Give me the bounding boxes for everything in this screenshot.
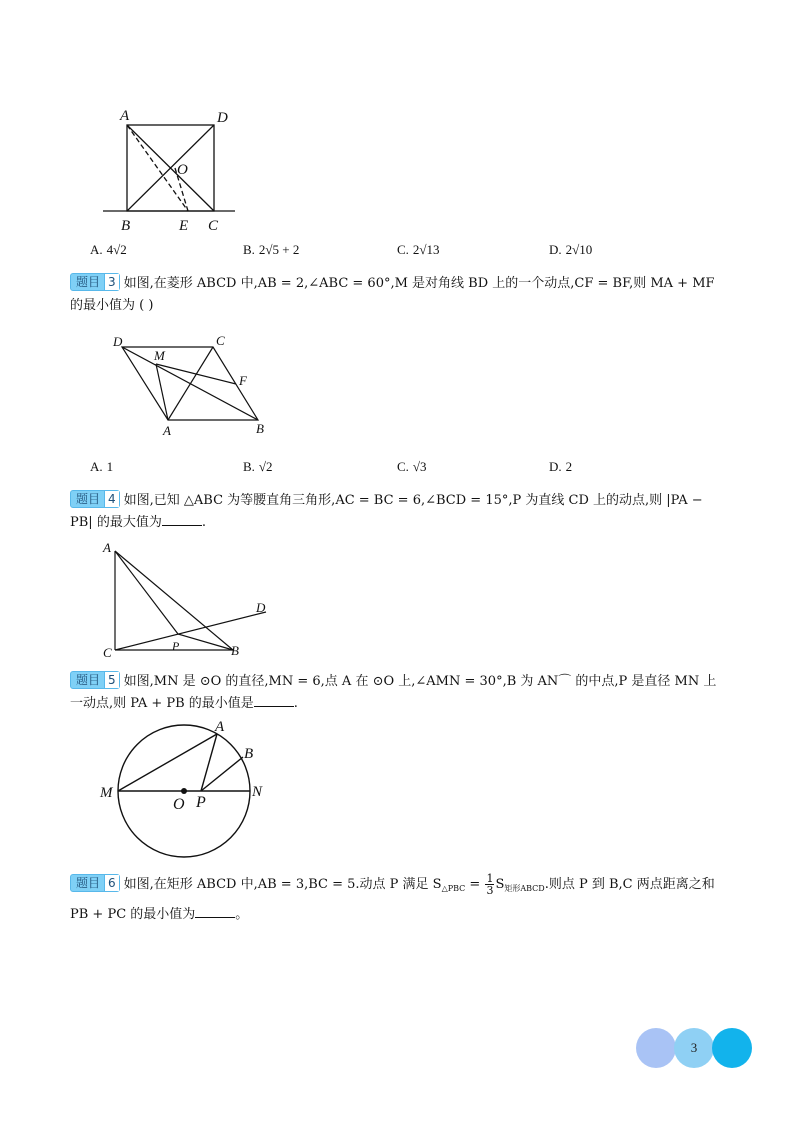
- label-a: A: [120, 108, 130, 124]
- q5-question-text: 题目 5 如图,MN 是 ⊙O 的直径,MN = 6,点 A 在 ⊙O 上,∠AMN = 30°,B 为 AN⌒ 的中点,P 是直径 MN 上一动点,则 PA + PB 的最小值是 .: [70, 673, 717, 711]
- q3-option-c[interactable]: C. √3: [397, 459, 427, 474]
- label-o: O: [177, 162, 188, 178]
- label-p: P: [196, 794, 206, 811]
- label-m: M: [154, 348, 165, 363]
- label-a: A: [215, 719, 225, 735]
- label-a: A: [103, 540, 111, 555]
- q3-option-b[interactable]: B. √2: [243, 459, 273, 474]
- figure-square-abcd: [95, 100, 245, 235]
- q2-options: [90, 242, 730, 264]
- q3-option-a[interactable]: A. 1: [90, 459, 114, 474]
- label-c: C: [103, 645, 112, 660]
- q4-tag: 题目 4: [70, 490, 120, 508]
- label-d: D: [113, 334, 123, 349]
- decor-dot-left: [636, 1028, 676, 1068]
- q5-tag: 题目 5: [70, 671, 120, 689]
- q3-tag: 题目 3: [70, 273, 120, 291]
- label-b: B: [244, 746, 254, 762]
- label-b: B: [231, 643, 239, 658]
- figure-isosceles-right-triangle: [98, 538, 273, 660]
- label-m: M: [100, 785, 113, 801]
- label-c: C: [216, 333, 225, 348]
- q2-option-b[interactable]: B. 2√5 + 2: [243, 242, 300, 257]
- q2-option-c[interactable]: C. 2√13: [397, 242, 440, 257]
- figure-circle-diameter: [95, 714, 275, 864]
- q3-options: [90, 459, 730, 481]
- q3-option-d[interactable]: D. 2: [549, 459, 573, 474]
- label-b: B: [121, 218, 131, 234]
- label-p: P: [172, 639, 180, 653]
- label-o: O: [173, 796, 185, 813]
- q4-answer-blank[interactable]: [162, 513, 202, 526]
- q2-option-d[interactable]: D. 2√10: [549, 242, 593, 257]
- label-f: F: [239, 373, 247, 388]
- decor-dot-right: [712, 1028, 752, 1068]
- q6-question-text: 题目 6 如图,在矩形 ABCD 中,AB = 3,BC = 5.动点 P 满足 $S_{\triangle PBC}$ = $\frac{1}{3}$ $S_{矩形ABCD}$.则点 P 到 B,C 两点距离之和 PB + PC 的最小值为 。: [70, 872, 715, 922]
- q6-answer-blank[interactable]: [195, 905, 235, 918]
- page-number: 3: [690, 1040, 698, 1055]
- label-n: N: [252, 784, 263, 800]
- label-e: E: [179, 218, 189, 234]
- fraction-one-third: $\frac{1}{3}$: [486, 872, 494, 897]
- q4-question-text: 题目 4 如图,已知 △ABC 为等腰直角三角形,AC = BC = 6,∠BCD = 15°,P 为直线 CD 上的动点,则 |PA − PB| 的最大值为 .: [70, 492, 703, 530]
- q3-question-text: 题目 3 如图,在菱形 ABCD 中,AB = 2,∠ABC = 60°,M 是对角线 BD 上的一个动点,CF = BF,则 MA + MF 的最小值为 ( ): [70, 275, 715, 313]
- label-b: B: [256, 421, 264, 436]
- q6-tag: 题目 6: [70, 874, 120, 892]
- figure-rhombus-abcd: [110, 330, 270, 440]
- label-d: D: [217, 110, 228, 126]
- q5-answer-blank[interactable]: [254, 694, 294, 707]
- page-number-badge: [636, 1028, 754, 1068]
- q2-option-a[interactable]: A. 4√2: [90, 242, 127, 257]
- label-d: D: [256, 600, 266, 615]
- label-c: C: [208, 218, 219, 234]
- label-a: A: [163, 423, 171, 438]
